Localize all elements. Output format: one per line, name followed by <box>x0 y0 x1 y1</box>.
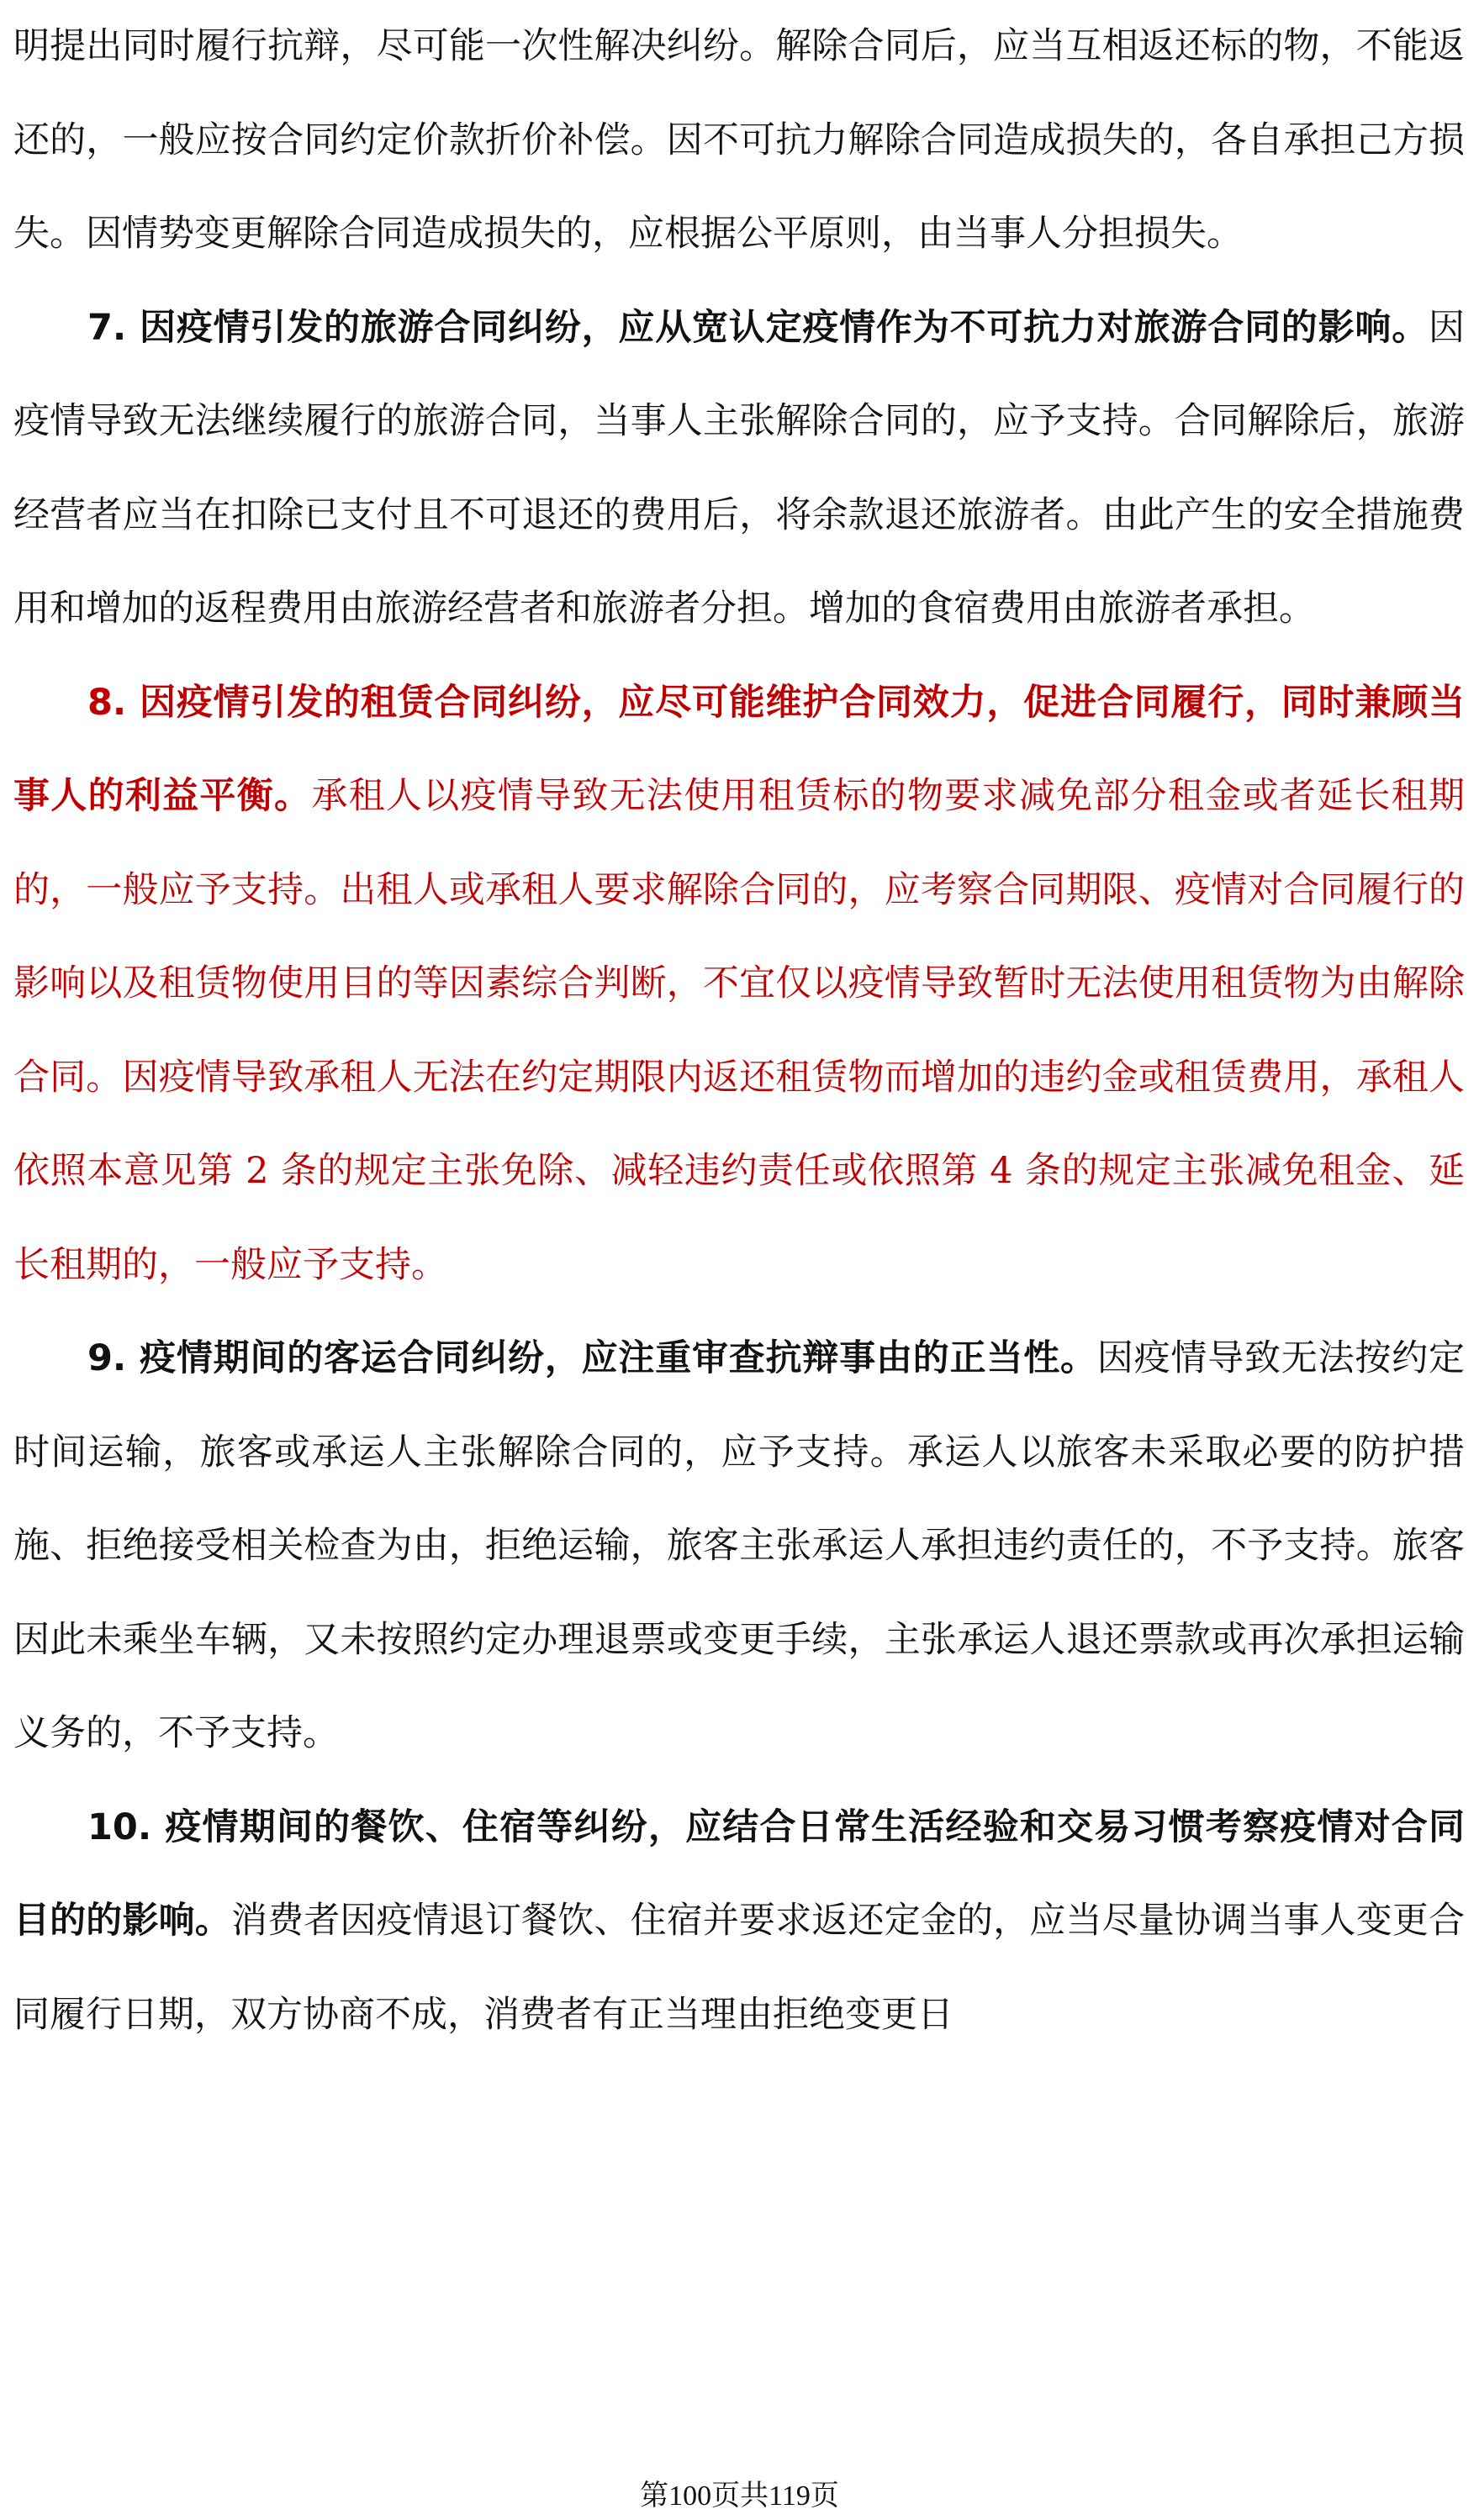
paragraph-heading: 8. 因疫情引发的租赁合同纠纷，应尽可能维护合同效力，促进合同履行，同时兼顾当事人的利益平衡。 <box>13 681 1465 817</box>
paragraph-heading: 7. 因疫情引发的旅游合同纠纷，应从宽认定疫情作为不可抗力对旅游合同的影响。 <box>87 306 1429 349</box>
paragraph-heading: 9. 疫情期间的客运合同纠纷，应注重审查抗辩事由的正当性。 <box>87 1337 1097 1379</box>
paragraph-item-8 <box>13 656 1465 1313</box>
paragraph-continuation <box>13 0 1465 282</box>
paragraph-text: 因疫情导致无法按约定时间运输，旅客或承运人主张解除合同的，应予支持。承运人以旅客未采取必要的防护措施、拒绝接受相关检查为由，拒绝运输，旅客主张承运人承担违约责任的，不予支持。旅客因此未乘坐车辆，又未按照约定办理退票或变更手续，主张承运人退还票款或再次承担运输义务的，不予支持。 <box>13 1337 1466 1754</box>
paragraph-text: 承租人以疫情导致无法使用租赁标的物要求减免部分租金或者延长租期的，一般应予支持。出租人或承租人要求解除合同的，应考察合同期限、疫情对合同履行的影响以及租赁物使用目的等因素综合判断，不宜仅以疫情导致暂时无法使用租赁物为由解除合同。因疫情导致承租人无法在约定期限内返还租赁物而增加的违约金或租赁费用，承租人依照本意见第 2 条的规定主张免除、减轻违约责任或依照第 4 条的规定主张减免租金、延长租期的，一般应予支持。 <box>13 775 1466 1286</box>
paragraph-item-10 <box>13 1781 1465 2063</box>
paragraph-text: 明提出同时履行抗辩，尽可能一次性解决纠纷。解除合同后，应当互相返还标的物，不能返还的，一般应按合同约定价款折价补偿。因不可抗力解除合同造成损失的，各自承担己方损失。因情势变更解除合同造成损失的，应根据公平原则，由当事人分担损失。 <box>13 25 1465 255</box>
paragraph-item-9 <box>13 1312 1465 1781</box>
paragraph-text: 因疫情导致无法继续履行的旅游合同，当事人主张解除合同的，应予支持。合同解除后，旅游经营者应当在扣除已支付且不可退还的费用后，将余款退还旅游者。由此产生的安全措施费用和增加的返程费用由旅游经营者和旅游者分担。增加的食宿费用由旅游者承担。 <box>13 306 1465 630</box>
paragraph-text: 消费者因疫情退订餐饮、住宿并要求返还定金的，应当尽量协调当事人变更合同履行日期，双方协商不成，消费者有正当理由拒绝变更日 <box>13 1900 1466 2036</box>
page-number-footer: 第100页共119页 <box>640 2480 839 2512</box>
document-body <box>13 0 1465 2062</box>
paragraph-heading: 10. 疫情期间的餐饮、住宿等纠纷，应结合日常生活经验和交易习惯考察疫情对合同目的的影响。 <box>13 1806 1465 1942</box>
paragraph-item-7 <box>13 282 1465 656</box>
